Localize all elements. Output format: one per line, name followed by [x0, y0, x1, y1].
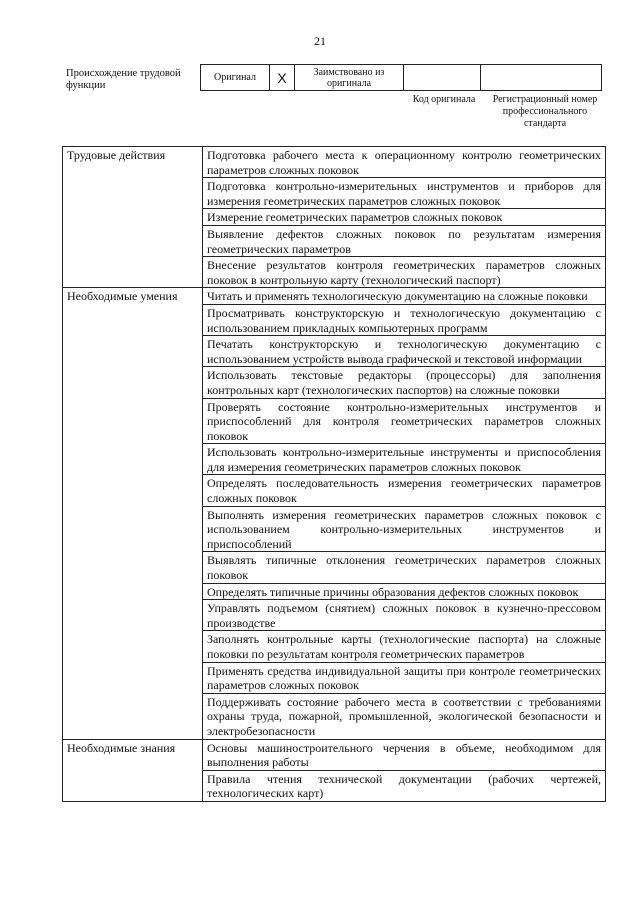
skills-item: Заполнять контрольные карты (технологические паспорта) на сложные поковки по результатам контроля геометрических параметров [203, 631, 606, 662]
skills-item: Читать и применять технологическую документацию на сложные поковки [203, 288, 606, 305]
skills-item: Использовать контрольно-измерительные инструменты и приспособления для измерения геометрических параметров сложных поковок [203, 444, 606, 475]
skills-item: Просматривать конструкторскую и технологическую документацию с использованием прикладных компьютерных программ [203, 304, 606, 335]
competency-table [62, 146, 606, 802]
registration-caption: Регистрационный номер профессионального стандарта [492, 94, 598, 129]
skills-item: Определять последовательность измерения геометрических параметров сложных поковок [203, 475, 606, 506]
original-code-cell [404, 65, 481, 91]
labor-actions-item: Измерение геометрических параметров сложных поковок [203, 209, 606, 226]
skills-item: Выполнять измерения геометрических параметров сложных поковок с использованием контрольно-измерительных инструментов и приспособлений [203, 506, 606, 552]
code-caption: Код оригинала [412, 94, 476, 105]
knowledge-item: Правила чтения технической документации (рабочих чертежей, технологических карт) [203, 770, 606, 801]
labor-actions-item: Выявление дефектов сложных поковок по результатам измерения геометрических параметров [203, 225, 606, 256]
page-number: 21 [314, 34, 326, 48]
skills-item: Определять типичные причины образования дефектов сложных поковок [203, 583, 606, 600]
skills-item: Управлять подъемом (снятием) сложных поковок в кузнечно-прессовом производстве [203, 600, 606, 631]
labor-actions-item: Подготовка рабочего места к операционному контролю геометрических параметров сложных поковок [203, 147, 606, 178]
skills-item: Использовать текстовые редакторы (процессоры) для заполнения контрольных карт (технологических паспортов) на сложные поковки [203, 367, 606, 398]
original-mark: X [270, 65, 295, 91]
labor-actions-row [63, 147, 606, 178]
skills-item: Поддерживать состояние рабочего места в соответствии с требованиями охраны труда, пожарной, промышленной, экологической безопасности и электробезопасности [203, 693, 606, 739]
knowledge-row [63, 739, 606, 770]
skills-item: Выявлять типичные отклонения геометрических параметров сложных поковок [203, 552, 606, 583]
labor-actions-item: Внесение результатов контроля геометрических параметров сложных поковок в контрольную карту (технологический паспорт) [203, 257, 606, 288]
skills-row [63, 288, 606, 305]
labor-actions-category-label: Трудовые действия [63, 147, 203, 288]
knowledge-item: Основы машиностроительного черчения в объеме, необходимом для выполнения работы [203, 739, 606, 770]
labor-actions-item: Подготовка контрольно-измерительных инструментов и приборов для измерения геометрических параметров сложных поковок [203, 178, 606, 209]
skills-item: Проверять состояние контрольно-измерительных инструментов и приспособлений для контроля геометрических параметров сложных поковок [203, 398, 606, 444]
skills-category-label: Необходимые умения [63, 288, 203, 739]
origin-label: Происхождение трудовой функции [66, 68, 181, 91]
original-cell: Оригинал [201, 65, 270, 91]
registration-number-cell [481, 65, 602, 91]
borrowed-cell: Заимствовано из оригинала [295, 65, 404, 91]
skills-item: Печатать конструкторскую и технологическую документацию с использованием устройств вывода графической и текстовой информации [203, 336, 606, 367]
skills-item: Применять средства индивидуальной защиты при контроле геометрических параметров сложных поковок [203, 662, 606, 693]
origin-table [200, 64, 602, 91]
knowledge-category-label: Необходимые знания [63, 739, 203, 801]
